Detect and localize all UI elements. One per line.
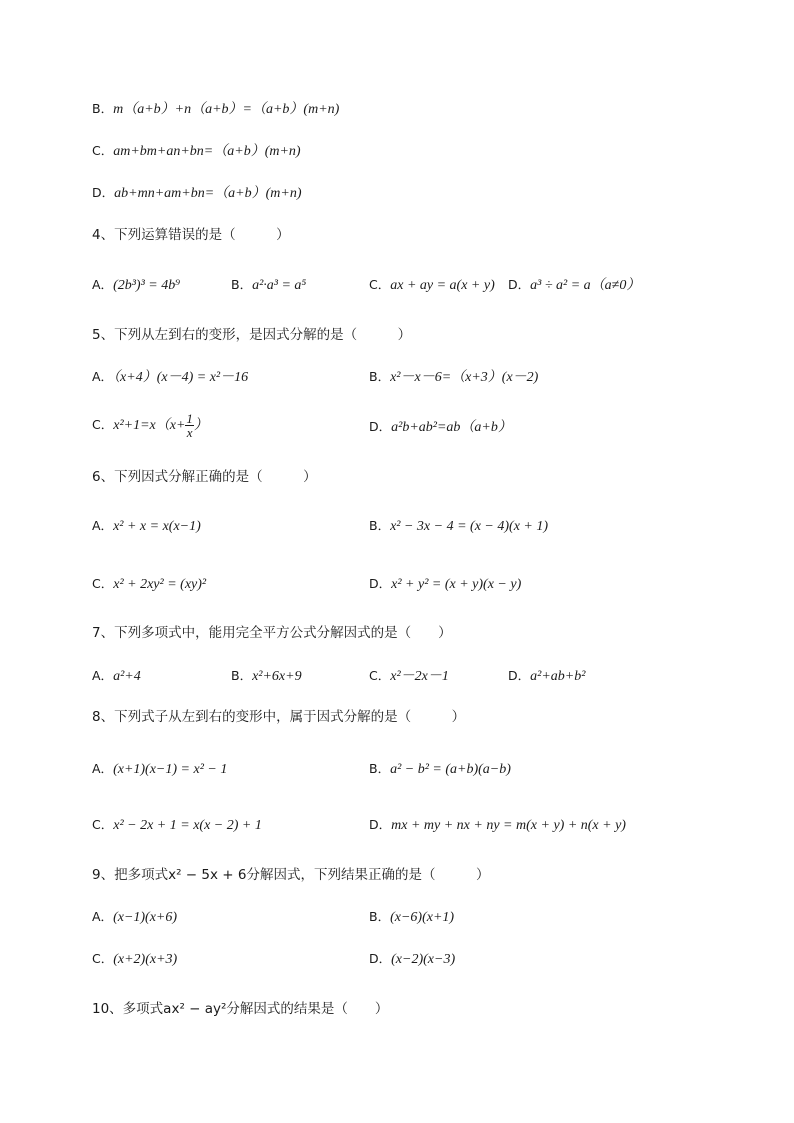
option-label: A． bbox=[92, 277, 114, 292]
option-6b bbox=[369, 517, 548, 536]
option-4b bbox=[231, 276, 306, 295]
option-text: (x−6)(x+1) bbox=[390, 910, 455, 925]
option-3d bbox=[92, 184, 301, 203]
option-label: A． bbox=[92, 518, 114, 533]
option-label: C． bbox=[92, 417, 114, 432]
option-text: a²+4 bbox=[113, 669, 141, 684]
option-label: A． bbox=[92, 909, 114, 924]
question-5: 5、下列从左到右的变形，是因式分解的是（ ） bbox=[92, 327, 412, 343]
option-text: x² + 2xy² = (xy)² bbox=[113, 577, 207, 592]
option-4c bbox=[369, 276, 495, 295]
option-label: C． bbox=[369, 277, 391, 292]
option-text: x² + y² = (x + y)(x − y) bbox=[391, 577, 522, 592]
option-9b bbox=[369, 908, 454, 927]
option-text: (x+2)(x+3) bbox=[113, 952, 178, 967]
option-text-post: ） bbox=[193, 418, 208, 433]
option-5a bbox=[92, 368, 248, 387]
option-7b bbox=[231, 667, 302, 686]
option-3b bbox=[92, 100, 339, 119]
option-9c bbox=[92, 950, 177, 969]
option-7c bbox=[369, 667, 449, 686]
option-5c bbox=[92, 412, 208, 439]
option-text: a²+ab+b² bbox=[530, 669, 586, 684]
option-4d bbox=[508, 276, 640, 295]
option-label: C． bbox=[92, 576, 114, 591]
option-label: A． bbox=[92, 668, 114, 683]
option-label: D． bbox=[369, 817, 392, 832]
option-3c bbox=[92, 142, 301, 161]
option-text: a²b+ab²=ab（a+b） bbox=[391, 420, 512, 435]
question-6: 6、下列因式分解正确的是（ ） bbox=[92, 469, 317, 485]
option-label: A． bbox=[92, 369, 114, 384]
option-label: D． bbox=[508, 668, 531, 683]
option-8c bbox=[92, 816, 262, 835]
option-8a bbox=[92, 760, 227, 779]
option-text: x² − 2x + 1 = x(x − 2) + 1 bbox=[113, 818, 262, 833]
option-label: B． bbox=[369, 761, 391, 776]
option-label: B． bbox=[231, 668, 253, 683]
option-text: x²+6x+9 bbox=[252, 669, 302, 684]
option-7d bbox=[508, 667, 585, 686]
option-text: m（a+b）+n（a+b）=（a+b）(m+n) bbox=[113, 102, 340, 117]
option-text: ab+mn+am+bn=（a+b）(m+n) bbox=[114, 186, 302, 201]
option-text: am+bm+an+bn=（a+b）(m+n) bbox=[113, 144, 301, 159]
option-text: (x+1)(x−1) = x² − 1 bbox=[113, 762, 228, 777]
option-text: mx + my + nx + ny = m(x + y) + n(x + y) bbox=[391, 818, 626, 833]
question-9: 9、把多项式x² − 5x + 6分解因式，下列结果正确的是（ ） bbox=[92, 867, 490, 883]
fraction-numerator: 1 bbox=[186, 411, 193, 426]
option-label: D． bbox=[92, 185, 115, 200]
option-text: ax + ay = a(x + y) bbox=[390, 278, 495, 293]
option-text: x²－x－6=（x+3）(x－2) bbox=[390, 370, 539, 385]
question-8: 8、下列式子从左到右的变形中，属于因式分解的是（ ） bbox=[92, 709, 466, 725]
option-6d bbox=[369, 575, 521, 594]
question-10: 10、多项式ax² − ay²分解因式的结果是（ ） bbox=[92, 1001, 389, 1017]
option-label: C． bbox=[92, 143, 114, 158]
option-5d bbox=[369, 418, 512, 437]
option-label: B． bbox=[369, 369, 391, 384]
fraction bbox=[185, 412, 194, 439]
option-9a bbox=[92, 908, 177, 927]
option-7a bbox=[92, 667, 141, 686]
option-label: B． bbox=[231, 277, 253, 292]
option-text: a²·a³ = a⁵ bbox=[252, 278, 307, 293]
option-label: D． bbox=[369, 951, 392, 966]
option-4a bbox=[92, 276, 180, 295]
option-text: x² − 3x − 4 = (x − 4)(x + 1) bbox=[390, 519, 549, 534]
option-6c bbox=[92, 575, 206, 594]
option-label: D． bbox=[369, 576, 392, 591]
option-label: D． bbox=[508, 277, 531, 292]
option-label: B． bbox=[369, 909, 391, 924]
option-text: a³ ÷ a² = a（a≠0） bbox=[530, 278, 641, 293]
option-label: A． bbox=[92, 761, 114, 776]
option-text-pre: x²+1=x（x+ bbox=[113, 418, 186, 433]
option-label: B． bbox=[369, 518, 391, 533]
option-label: C． bbox=[92, 817, 114, 832]
question-7: 7、下列多项式中，能用完全平方公式分解因式的是（ ） bbox=[92, 625, 452, 641]
option-8d bbox=[369, 816, 626, 835]
option-text: (2b³)³ = 4b⁹ bbox=[113, 278, 181, 293]
option-text: （x+4）(x－4) = x²－16 bbox=[113, 370, 249, 385]
option-text: x² + x = x(x−1) bbox=[113, 519, 201, 534]
option-9d bbox=[369, 950, 455, 969]
option-label: C． bbox=[92, 951, 114, 966]
option-8b bbox=[369, 760, 511, 779]
question-4: 4、下列运算错误的是（ ） bbox=[92, 227, 290, 243]
option-text: a² − b² = (a+b)(a−b) bbox=[390, 762, 511, 777]
option-text: x²－2x－1 bbox=[390, 669, 449, 684]
option-5b bbox=[369, 368, 538, 387]
option-text: (x−1)(x+6) bbox=[113, 910, 178, 925]
option-label: D． bbox=[369, 419, 392, 434]
option-label: C． bbox=[369, 668, 391, 683]
option-label: B． bbox=[92, 101, 114, 116]
option-6a bbox=[92, 517, 201, 536]
fraction-denominator: x bbox=[186, 425, 193, 440]
option-text: (x−2)(x−3) bbox=[391, 952, 456, 967]
